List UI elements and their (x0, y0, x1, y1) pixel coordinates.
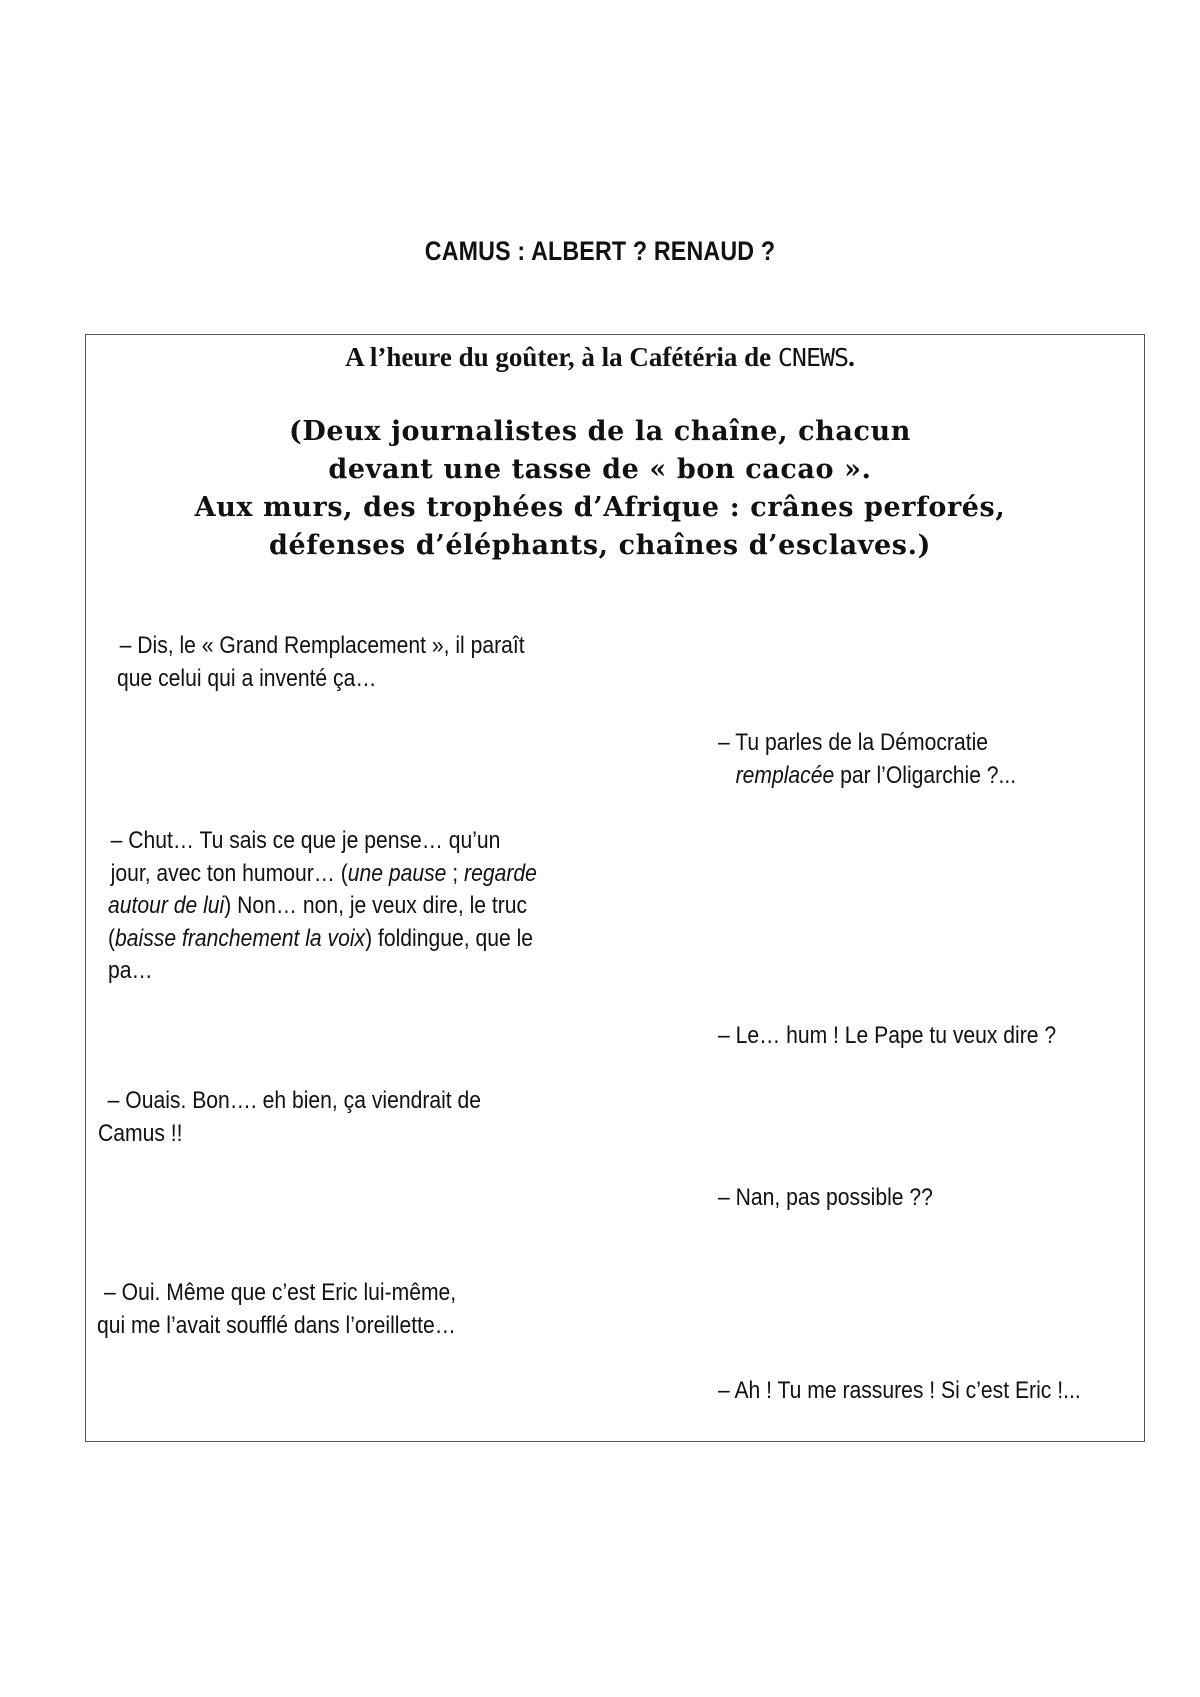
speaker-b-line-3: – Nan, pas possible ?? (718, 1184, 933, 1211)
dialogue-text (108, 890, 537, 923)
dialogue-text: qui me l’avait soufflé dans l’oreillette… (97, 1311, 456, 1339)
text: ( (108, 924, 116, 952)
text: par l’Oligarchie ?... (834, 761, 1017, 789)
text: ) foldingue, que le (365, 924, 534, 952)
dialogue-text: que celui qui a inventé ça… (117, 664, 377, 692)
speaker-a-line-3 (98, 1085, 481, 1150)
italic-text: baisse franchement la voix (115, 924, 366, 952)
dialogue-text: – Dis, le « Grand Remplacement », il paraît (119, 632, 525, 659)
dialogue-text (108, 923, 537, 956)
stage-direction-line: défenses d’éléphants, chaînes d’esclaves.) (269, 530, 931, 561)
dialogue-text (718, 760, 1016, 793)
text: ) Non… non, je veux dire, le truc (224, 892, 528, 919)
text: ; (446, 859, 465, 887)
scene-heading-suffix: . (848, 342, 855, 372)
italic-text: remplacée (735, 761, 835, 789)
stage-direction-line: (Deux journalistes de la chaîne, chacun (289, 416, 911, 447)
dialogue-text (108, 858, 537, 891)
speaker-b-line-1 (718, 727, 1016, 792)
dialogue-text: – Ouais. Bon…. eh bien, ça viendrait de (107, 1087, 482, 1114)
speaker-b-line-4: – Ah ! Tu me rassures ! Si c’est Eric !... (718, 1377, 1081, 1404)
text: jour, avec ton humour… ( (110, 859, 348, 887)
document-title: CAMUS : ALBERT ? RENAUD ? (424, 236, 776, 266)
italic-text: une pause (347, 859, 447, 887)
dialogue-text: Camus !! (98, 1119, 183, 1147)
stage-direction-line: devant une tasse de « bon cacao ». (328, 454, 872, 485)
cnews-brand: CNEWS (777, 343, 849, 372)
italic-text: regarde (464, 859, 537, 887)
italic-text: autour de lui (108, 892, 225, 919)
stage-directions (0, 413, 1200, 565)
speaker-a-line-4 (97, 1277, 456, 1342)
dialogue-text: – Chut… Tu sais ce que je pense… qu’un (110, 827, 501, 854)
dialogue-text: – Tu parles de la Démocratie (718, 729, 989, 756)
dialogue-text: pa… (108, 957, 153, 984)
scene-heading (0, 342, 1200, 373)
speaker-b-line-2: – Le… hum ! Le Pape tu veux dire ? (718, 1022, 1057, 1049)
speaker-a-line-2 (108, 825, 537, 988)
stage-direction-line: Aux murs, des trophées d’Afrique : crânes perforés, (194, 492, 1006, 523)
scene-heading-prefix: A l’heure du goûter, à la Cafétéria de (345, 342, 778, 372)
speaker-a-line-1 (117, 630, 525, 695)
dialogue-text: – Oui. Même que c’est Eric lui-même, (104, 1279, 457, 1306)
